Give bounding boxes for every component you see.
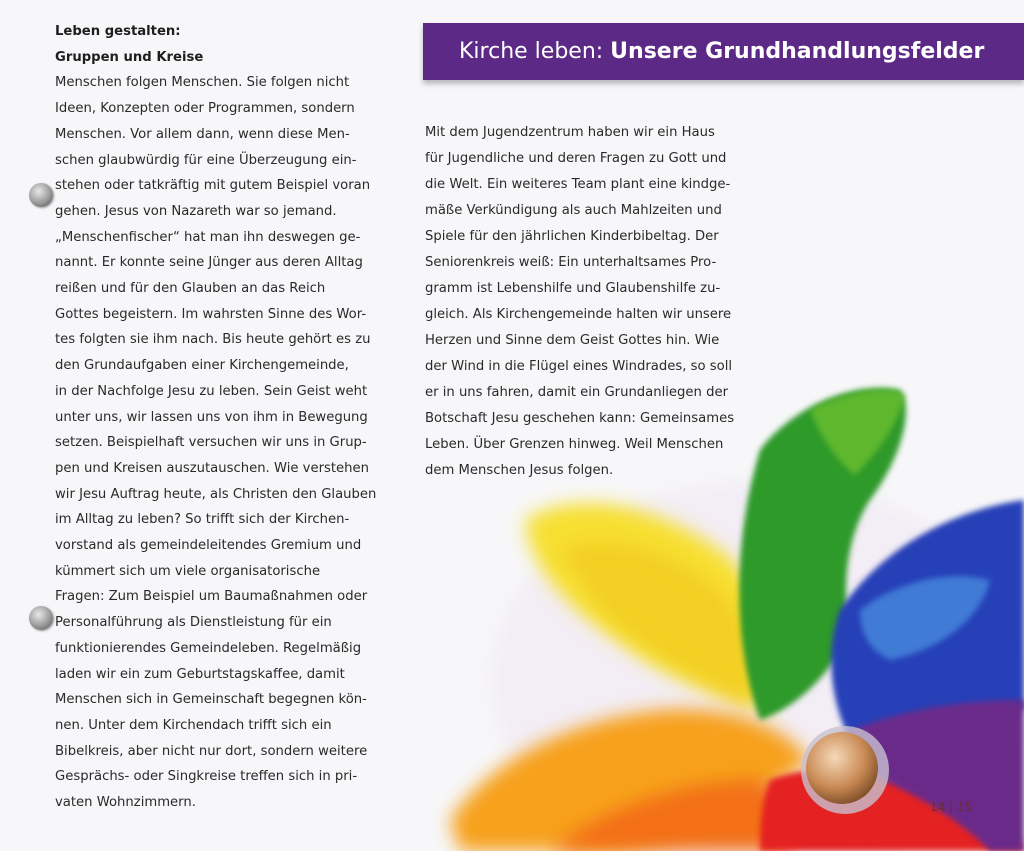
text-line: Leben. Über Grenzen hinweg. Weil Menschen [425,437,724,452]
text-line: kümmert sich um viele organisatorische [55,563,321,579]
text-line: Personalführung als Dienstleistung für ein [55,615,332,631]
section-heading-line1: Leben gestalten: [55,24,181,39]
text-line: „Menschenfischer“ hat man ihn deswegen ge- [55,229,361,245]
binder-hole-top [29,183,53,207]
text-line: funktionierendes Gemeindeleben. Regelmäßig [55,640,362,656]
pinwheel-image [430,380,1024,851]
text-line: gehen. Jesus von Nazareth war so jemand. [55,203,337,219]
text-line: Menschen folgen Menschen. Sie folgen nicht [55,75,350,91]
text-line: für Jugendliche und deren Fragen zu Gott und [425,151,727,166]
text-line: Gesprächs- oder Singkreise treffen sich in pri- [55,769,358,785]
text-line: Fragen: Zum Beispiel um Baumaßnahmen oder [55,589,368,605]
section-heading-line2: Gruppen und Kreise [55,49,204,65]
title-prefix: Kirche leben: [459,39,604,64]
text-line: gramm ist Lebenshilfe und Glaubenshilfe zu- [425,281,721,296]
text-line: setzen. Beispielhaft versuchen wir uns in Grup- [55,435,367,451]
text-line: unter uns, wir lassen uns von ihm in Bewegung [55,409,368,425]
text-line: tes folgten sie ihm nach. Bis heute gehört es zu [55,332,371,348]
text-line: Mit dem Jugendzentrum haben wir ein Haus [425,125,715,140]
text-line: Spiele für den jährlichen Kinderbibeltag. Der [425,229,719,244]
left-body-text [55,70,405,815]
text-line: dem Menschen Jesus folgen. [425,463,614,478]
title-bar [423,23,1024,80]
text-line: reißen und für den Glauben an das Reich [55,281,326,297]
text-line: wir Jesu Auftrag heute, als Christen den Glauben [55,486,377,502]
text-line: Botschaft Jesu geschehen kann: Gemeinsames [425,411,735,426]
text-line: mäße Verkündigung als auch Mahlzeiten und [425,203,722,218]
text-line: den Grundaufgaben einer Kirchengemeinde, [55,358,349,374]
text-line: gleich. Als Kirchengemeinde halten wir unsere [425,307,732,322]
text-line: nen. Unter dem Kirchendach trifft sich ein [55,717,332,733]
title-main: Unsere Grundhandlungsfelder [610,39,985,64]
text-line: schen glaubwürdig für eine Überzeugung ein- [55,152,357,168]
text-line: laden wir ein zum Geburtstagskaffee, damit [55,666,345,682]
text-line: Herzen und Sinne dem Geist Gottes hin. Wie [425,333,720,348]
text-line: nannt. Er konnte seine Jünger aus deren Alltag [55,255,363,271]
text-line: in der Nachfolge Jesu zu leben. Sein Geist weht [55,383,368,399]
text-line: der Wind in die Flügel eines Windrades, so soll [425,359,733,374]
text-line: die Welt. Ein weiteres Team plant eine kindge- [425,177,731,192]
text-line: Menschen sich in Gemeinschaft begegnen kön- [55,692,367,708]
text-line: vorstand als gemeindeleitendes Gremium und [55,538,362,554]
text-line: stehen oder tatkräftig mit gutem Beispiel voran [55,178,371,194]
left-column [55,19,405,816]
text-line: Gottes begeistern. Im wahrsten Sinne des Wor- [55,306,367,322]
text-line: pen und Kreisen auszutauschen. Wie verstehen [55,460,369,476]
text-line: im Alltag zu leben? So trifft sich der Kirchen- [55,512,350,528]
page-numbers: 14 | 15 [930,800,973,814]
text-line: Bibelkreis, aber nicht nur dort, sondern weitere [55,743,368,759]
hub-knob [806,732,878,804]
text-line: Ideen, Konzepten oder Programmen, sondern [55,101,355,117]
text-line: Seniorenkreis weiß: Ein unterhaltsames Pro- [425,255,717,270]
binder-hole-bottom [29,606,53,630]
text-line: Menschen. Vor allem dann, wenn diese Men- [55,126,350,142]
text-line: er in uns fahren, damit ein Grundanliegen der [425,385,728,400]
text-line: vaten Wohnzimmern. [55,795,196,811]
